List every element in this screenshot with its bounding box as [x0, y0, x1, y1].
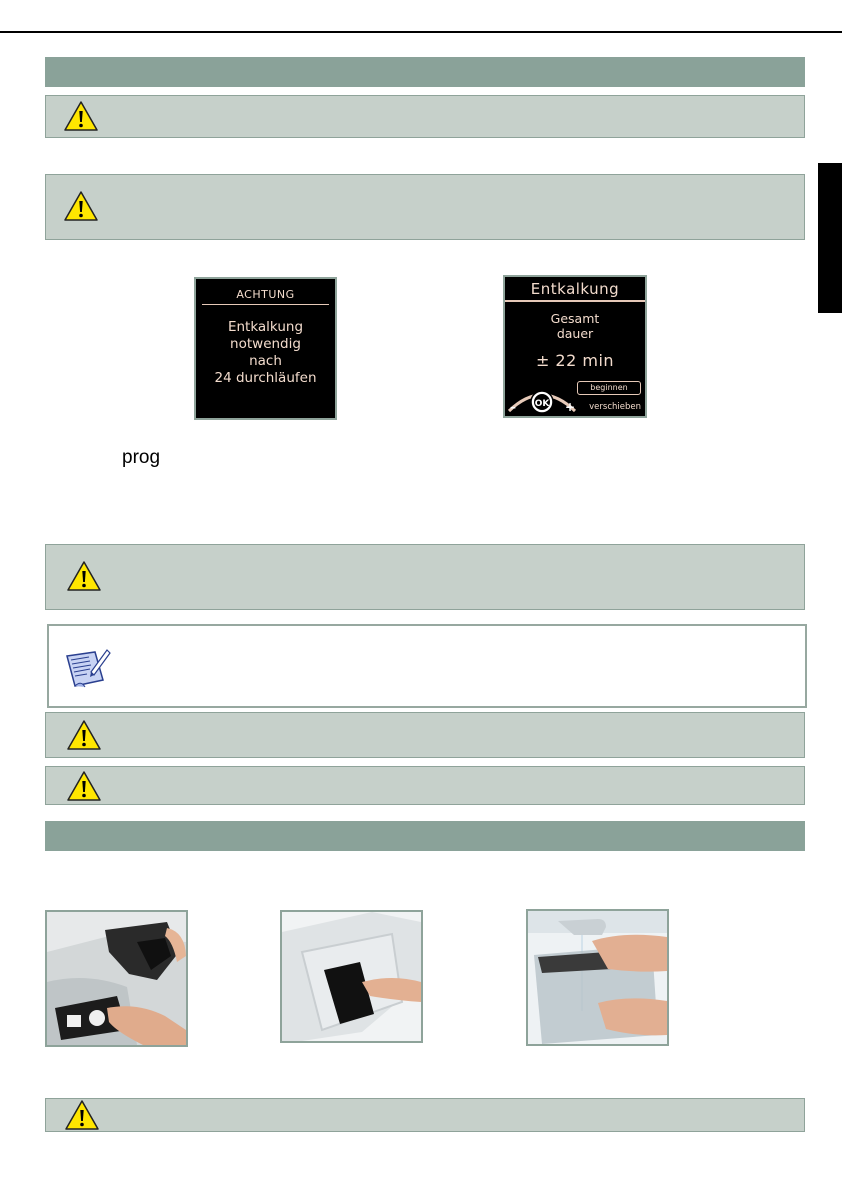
warning-icon: [66, 560, 102, 592]
top-rule: [0, 31, 842, 33]
language-tab: [818, 163, 842, 313]
screen-line: 24 durchläufen: [214, 370, 317, 386]
screen-header: ACHTUNG: [236, 288, 295, 301]
postpone-option: verschieben: [589, 402, 641, 412]
warning-box: [45, 766, 805, 805]
screen-header: Entkalkung: [530, 280, 620, 298]
display-alert-screen: [194, 277, 337, 420]
screen-line: nach: [249, 353, 282, 369]
warning-icon: [66, 770, 102, 802]
screen-line: Gesamt: [550, 311, 600, 326]
warning-icon: [63, 100, 99, 132]
warning-box: [45, 1098, 805, 1132]
minus-label: –: [510, 400, 516, 414]
warning-box: [45, 544, 805, 610]
ok-knob-icon: [507, 381, 577, 415]
section-bar: [45, 821, 805, 851]
start-option: beginnen: [577, 381, 641, 395]
plus-label: +: [564, 400, 576, 414]
note-icon: [63, 646, 111, 690]
screen-line: Entkalkung: [227, 319, 304, 335]
section-bar: [45, 57, 805, 87]
warning-box: [45, 712, 805, 758]
screen-divider: [505, 300, 645, 302]
photo-remove-tank-lid: [45, 910, 188, 1047]
screen-message: [505, 311, 645, 341]
photo-rinse-tank: [526, 909, 669, 1046]
screen-line: notwendig: [230, 336, 301, 352]
warning-icon: [64, 1099, 100, 1131]
note-box: [47, 624, 807, 708]
screen-line: dauer: [556, 326, 594, 341]
ok-label: OK: [534, 399, 550, 409]
warning-box: [45, 174, 805, 240]
duration-value: ± 22 min: [535, 351, 615, 370]
warning-icon: [63, 190, 99, 222]
prog-text: prog: [122, 447, 161, 468]
screen-message: [196, 319, 335, 387]
screen-divider: [202, 304, 329, 305]
warning-box: [45, 95, 805, 138]
photo-insert-filter: [280, 910, 423, 1043]
warning-icon: [66, 719, 102, 751]
display-descale-screen: [503, 275, 647, 418]
